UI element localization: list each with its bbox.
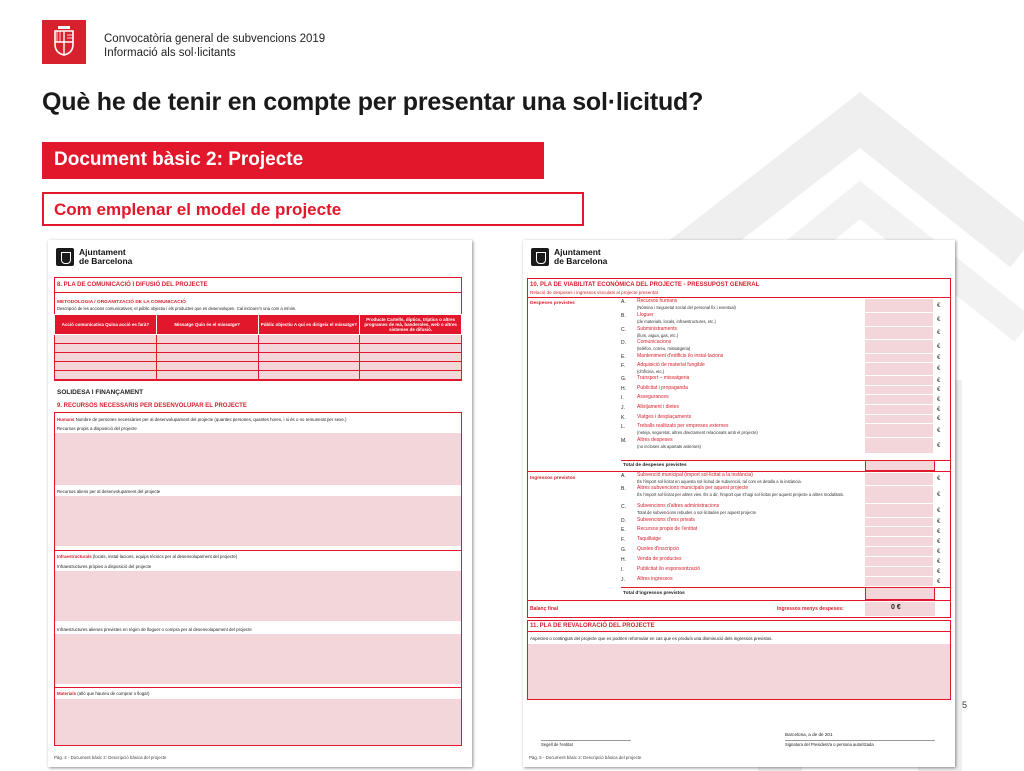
budget-row-name <box>637 299 736 310</box>
budget-row-title: Allotjament i dietes <box>637 404 679 410</box>
euro-symbol: € <box>937 476 941 482</box>
recursos-aliens-label: Recursos aliens per al desenvolupament del projecte <box>57 489 161 494</box>
euro-symbol: € <box>937 416 941 422</box>
amount-field <box>865 504 933 518</box>
budget-row <box>523 376 955 386</box>
brand-line-2: de Barcelona <box>554 256 608 266</box>
budget-row-title: Assegurances <box>637 394 669 400</box>
amount-field <box>865 567 933 577</box>
euro-symbol: € <box>937 366 941 372</box>
budget-row-letter: H. <box>621 557 626 563</box>
euro-symbol: € <box>937 519 941 525</box>
ajuntament-logo-icon <box>56 248 74 266</box>
section-11-desc: Aspectes o continguts del projecte que es podrien reformular en cas que es produís una disminució dels ingressos previstos. <box>530 636 773 641</box>
budget-row <box>523 486 955 504</box>
balanc-label: Balanç final <box>530 606 559 612</box>
amount-field <box>865 577 933 587</box>
budget-row-title: Quotes d'inscripció <box>637 546 680 552</box>
budget-row <box>523 547 955 557</box>
budget-row-letter: F. <box>621 363 625 369</box>
budget-row <box>523 415 955 424</box>
budget-row-name <box>637 547 679 553</box>
budget-row <box>523 567 955 577</box>
budget-row-letter: C. <box>621 327 626 333</box>
budget-row-letter: C. <box>621 504 626 510</box>
budget-row-letter: G. <box>621 547 627 553</box>
budget-row-name <box>637 486 844 497</box>
section-11-title: 11. PLA DE REVALORACIÓ DEL PROJECTE <box>530 623 655 629</box>
budget-row <box>523 518 955 527</box>
materials-desc: (allò que haureu de comprar o llogar) <box>77 691 150 696</box>
materials-line <box>57 691 150 697</box>
table-row <box>55 371 462 380</box>
budget-row-letter: L. <box>621 424 626 430</box>
infra-propies-field <box>55 571 461 621</box>
amount-field <box>865 327 933 340</box>
budget-row-name <box>637 567 700 573</box>
euro-symbol: € <box>937 442 941 449</box>
euro-symbol: € <box>937 387 941 393</box>
amount-field <box>865 376 933 386</box>
amount-field <box>865 395 933 405</box>
doc-brand <box>56 248 132 266</box>
doc-footer: Pàg. 4 - Document bàsic 2: Descripció bàsica del projecte <box>54 755 167 760</box>
budget-row-name <box>637 537 661 543</box>
budget-row-name <box>637 415 691 421</box>
budget-row-letter: B. <box>621 486 626 492</box>
budget-row-letter: D. <box>621 340 626 346</box>
budget-row-name <box>637 354 723 360</box>
budget-row-desc: És l'import sol·licitat en aquesta sol·licitud de subvenció, tal com es detalla a la instància. <box>637 478 802 484</box>
budget-row-letter: F. <box>621 537 625 543</box>
section-9-title: 9. RECURSOS NECESSARIS PER DESENVOLUPAR EL PROJECTE <box>57 403 247 409</box>
budget-row-letter: J. <box>621 577 625 583</box>
infra-alienes-label: Infraestructures alienes previstes en règim de lloguer o compra per al desenvolupament del projecte <box>57 627 252 632</box>
budget-row-name <box>637 313 716 324</box>
brand-line-1: Ajuntament <box>554 247 601 257</box>
amount-field <box>865 386 933 395</box>
total-despeses-field <box>865 460 935 471</box>
budget-row-letter: E. <box>621 527 626 533</box>
budget-row-letter: A. <box>621 299 626 305</box>
section-8-title: 8. PLA DE COMUNICACIÓ I DIFUSIÓ DEL PROJECTE <box>57 282 208 288</box>
budget-row <box>523 313 955 327</box>
budget-row <box>523 354 955 363</box>
budget-row-title: Manteniment d'edificis i/o instal·lacions <box>637 353 724 359</box>
budget-row-name <box>637 424 758 435</box>
euro-symbol: € <box>937 302 941 309</box>
budget-row-title: Publicitat i/o esponsorització <box>637 566 701 572</box>
budget-row-title: Subvencions d'altres administracions <box>637 503 720 509</box>
brand-line-1: Ajuntament <box>79 247 126 257</box>
balanc-formula: Ingressos menys despeses: <box>777 606 844 612</box>
budget-row-name <box>637 557 681 563</box>
budget-row-title: Lloguer <box>637 312 654 318</box>
budget-row-name <box>637 340 690 351</box>
budget-row-letter: A. <box>621 473 626 479</box>
solidesa-title: SOLIDESA I FINANÇAMENT <box>57 389 144 396</box>
budget-row-desc: (d'oficina, etc.) <box>637 368 665 374</box>
methodology-desc: Descripció de les accions comunicatives, el públic objectiu i els productes que es desenvolupen. Cal incloure'n una com a mínim. <box>57 306 297 311</box>
ajuntament-logo-icon <box>531 248 549 266</box>
budget-row-name <box>637 577 673 583</box>
budget-row-letter: J. <box>621 405 625 411</box>
budget-row <box>523 327 955 340</box>
budget-row-title: Viatges i desplaçaments <box>637 414 692 420</box>
table-header: Públic objectiu A qui es dirigeix el missatge? <box>258 315 360 335</box>
amount-field <box>865 486 933 504</box>
section-10-subtitle: Relació de despeses i ingressos vinculats al projecte presentat <box>530 290 658 295</box>
budget-row-title: Taquillatge <box>637 536 661 542</box>
budget-row-name <box>637 376 689 382</box>
euro-symbol: € <box>937 343 941 350</box>
budget-row-desc: (neteja, seguretat, altres directament relacionats amb el projecte) <box>637 429 758 435</box>
header-text <box>104 32 325 60</box>
budget-row-letter: K. <box>621 415 626 421</box>
euro-symbol: € <box>937 355 941 361</box>
infra-label: Infraestructurals <box>57 554 92 559</box>
budget-row-desc: (Nòmina i Seguretat social del personal fix i eventual) <box>637 304 736 310</box>
euro-symbol: € <box>937 406 941 413</box>
section-11-field <box>528 644 950 699</box>
budget-row <box>523 405 955 415</box>
euro-symbol: € <box>937 427 941 434</box>
section-10-title: 10. PLA DE VIABILITAT ECONÒMICA DEL PROJECTE - PRESSUPOST GENERAL <box>530 282 760 288</box>
balanc-value: 0 € <box>891 604 901 611</box>
crest-icon <box>42 20 86 64</box>
euro-symbol: € <box>937 330 941 336</box>
ingressos-label: Ingressos previstos <box>530 476 576 481</box>
recursos-aliens-field <box>55 496 461 546</box>
budget-row-title: Altres ingressos <box>637 576 673 582</box>
budget-row-letter: D. <box>621 518 626 524</box>
budget-row-name <box>637 438 701 449</box>
humans-desc: Nombre de persones necessàries per al desenvolupament del projecte (quantes persones, quantes hores, i si és o no remunerat per sexe.) <box>75 417 347 422</box>
budget-row-name <box>637 405 679 411</box>
table-header: Producte Cartells, díptics, tríptics o altres programes de mà, banderoles, web o altres sistemes de difusió. <box>360 315 462 335</box>
budget-row-title: Publicitat i propaganda <box>637 385 688 391</box>
budget-row <box>523 340 955 354</box>
doc-brand <box>531 248 607 266</box>
amount-field <box>865 547 933 557</box>
budget-row <box>523 395 955 405</box>
budget-row-name <box>637 527 697 533</box>
budget-row <box>523 557 955 567</box>
table-header: Acció comunicativa Quina acció es farà? <box>55 315 157 335</box>
amount-field <box>865 340 933 354</box>
budget-row-name <box>637 395 669 401</box>
humans-line <box>57 417 346 423</box>
budget-row-name <box>637 518 695 524</box>
amount-field <box>865 527 933 537</box>
amount-field <box>865 438 933 454</box>
budget-row-letter: I. <box>621 567 624 573</box>
amount-field <box>865 557 933 567</box>
recursos-propis-label: Recursos propis a disposició del projecte <box>57 426 137 431</box>
budget-row-letter: B. <box>621 313 626 319</box>
despeses-label: Despeses previstes <box>530 301 575 306</box>
euro-symbol: € <box>937 396 941 403</box>
budget-row <box>523 363 955 376</box>
amount-field <box>865 518 933 527</box>
amount-field <box>865 363 933 376</box>
segell-label: Segell de l'entitat <box>541 740 631 748</box>
budget-row-title: Treballs realitzats per empreses externes <box>637 423 729 429</box>
budget-row <box>523 299 955 313</box>
amount-field <box>865 354 933 363</box>
budget-row-title: Subministraments <box>637 326 678 332</box>
amount-field <box>865 405 933 415</box>
recursos-propis-field <box>55 433 461 485</box>
budget-row-letter: M. <box>621 438 627 444</box>
document-page-4 <box>48 240 472 767</box>
budget-row-name <box>637 327 678 338</box>
budget-row <box>523 386 955 395</box>
total-ingressos-field <box>865 587 935 600</box>
budget-row-letter: G. <box>621 376 627 382</box>
barcelona-logo <box>42 20 86 64</box>
budget-row-title: Transport – missatgeria <box>637 375 690 381</box>
budget-row <box>523 577 955 587</box>
euro-symbol: € <box>937 548 941 555</box>
budget-row-title: Adquisició de material fungible <box>637 362 705 368</box>
infra-propies-label: Infraestructures pròpies a disposició del projecte <box>57 564 152 569</box>
table-row <box>55 335 462 344</box>
euro-symbol: € <box>937 578 941 585</box>
infra-alienes-field <box>55 634 461 684</box>
budget-row-name <box>637 504 756 515</box>
budget-row-title: Subvenció municipal (import sol·licitat a la instància) <box>637 472 753 478</box>
page-title: Què he de tenir en compte per presentar una sol·licitud? <box>42 88 704 116</box>
table-row <box>55 362 462 371</box>
euro-symbol: € <box>937 538 941 545</box>
budget-row-title: Venda de productes <box>637 556 682 562</box>
total-ingressos-label: Total d'ingressos previstos <box>623 591 685 596</box>
budget-row-desc: (no incloses als apartats anteriors) <box>637 443 702 449</box>
budget-row-desc: (llum, aigua, gas, etc.) <box>637 332 679 338</box>
methodology-title: METODOLOGIA / ORGANITZACIÓ DE LA COMUNICACIÓ <box>57 300 186 305</box>
budget-row <box>523 438 955 454</box>
budget-row <box>523 537 955 547</box>
budget-row-title: Subvencions d'ens privats <box>637 517 695 523</box>
amount-field <box>865 415 933 424</box>
infra-line <box>57 554 237 560</box>
budget-row-desc: (telèfon, correu, missatgeria) <box>637 345 691 351</box>
materials-field <box>55 699 461 745</box>
infra-desc: (locals, instal·lacions, equips tècnics per al desenvolupament del projecte) <box>92 554 238 559</box>
euro-symbol: € <box>937 568 941 575</box>
header-line-2: Informació als sol·licitants <box>104 47 236 59</box>
budget-row <box>523 527 955 537</box>
amount-field <box>865 313 933 327</box>
euro-symbol: € <box>937 528 941 535</box>
budget-row-title: Altres despeses <box>637 437 673 443</box>
budget-row-title: Altres subvencions municipals per aquest projecte <box>637 485 749 491</box>
header-line-1: Convocatòria general de subvencions 2019 <box>104 33 326 45</box>
materials-label: Materials <box>57 691 77 696</box>
budget-row-letter: I. <box>621 395 624 401</box>
section-banner: Document bàsic 2: Projecte <box>42 142 544 179</box>
date-line: Barcelona, a de de 201 <box>785 732 833 737</box>
euro-symbol: € <box>937 491 941 498</box>
budget-row-title: Comunicacions <box>637 339 672 345</box>
table-row <box>55 344 462 353</box>
slide-number: 5 <box>962 700 968 710</box>
document-page-5 <box>523 240 955 767</box>
humans-label: Humans <box>57 417 75 422</box>
budget-row <box>523 424 955 438</box>
budget-row-title: Recursos propis de l'entitat <box>637 526 698 532</box>
budget-row-desc: És l'import sol·licitat per altres vies. És a dir, l'import que s'hagi sol·licitat per aquest projecte a altres modalitats. <box>637 491 844 497</box>
communication-table <box>54 314 462 380</box>
budget-row-letter: E. <box>621 354 626 360</box>
table-row <box>55 353 462 362</box>
total-despeses-label: Total de despeses previstes <box>623 463 687 468</box>
amount-field <box>865 299 933 313</box>
euro-symbol: € <box>937 316 941 323</box>
amount-field <box>865 473 933 486</box>
budget-row-name <box>637 363 705 374</box>
amount-field <box>865 537 933 547</box>
budget-row-name <box>637 386 688 392</box>
euro-symbol: € <box>937 507 941 514</box>
budget-row-desc: Total de subvencions rebudes o sol·licitades per aquest projecte <box>637 509 756 515</box>
signatura-label: Signatura del President/a o persona autoritzada <box>785 740 935 748</box>
brand-line-2: de Barcelona <box>79 256 133 266</box>
doc-footer: Pàg. 5 - Document bàsic 2: Descripció bàsica del projecte <box>529 755 642 760</box>
budget-row <box>523 504 955 518</box>
euro-symbol: € <box>937 558 941 565</box>
budget-row-name <box>637 473 802 484</box>
euro-symbol: € <box>937 377 941 384</box>
budget-row-letter: H. <box>621 386 626 392</box>
budget-row-title: Recursos humans <box>637 298 678 304</box>
sub-banner: Com emplenar el model de projecte <box>42 192 584 226</box>
budget-row-desc: (de materials, locals, infraestructures, etc.) <box>637 318 716 324</box>
table-header: Missatge Quin és el missatge? <box>156 315 258 335</box>
amount-field <box>865 424 933 438</box>
